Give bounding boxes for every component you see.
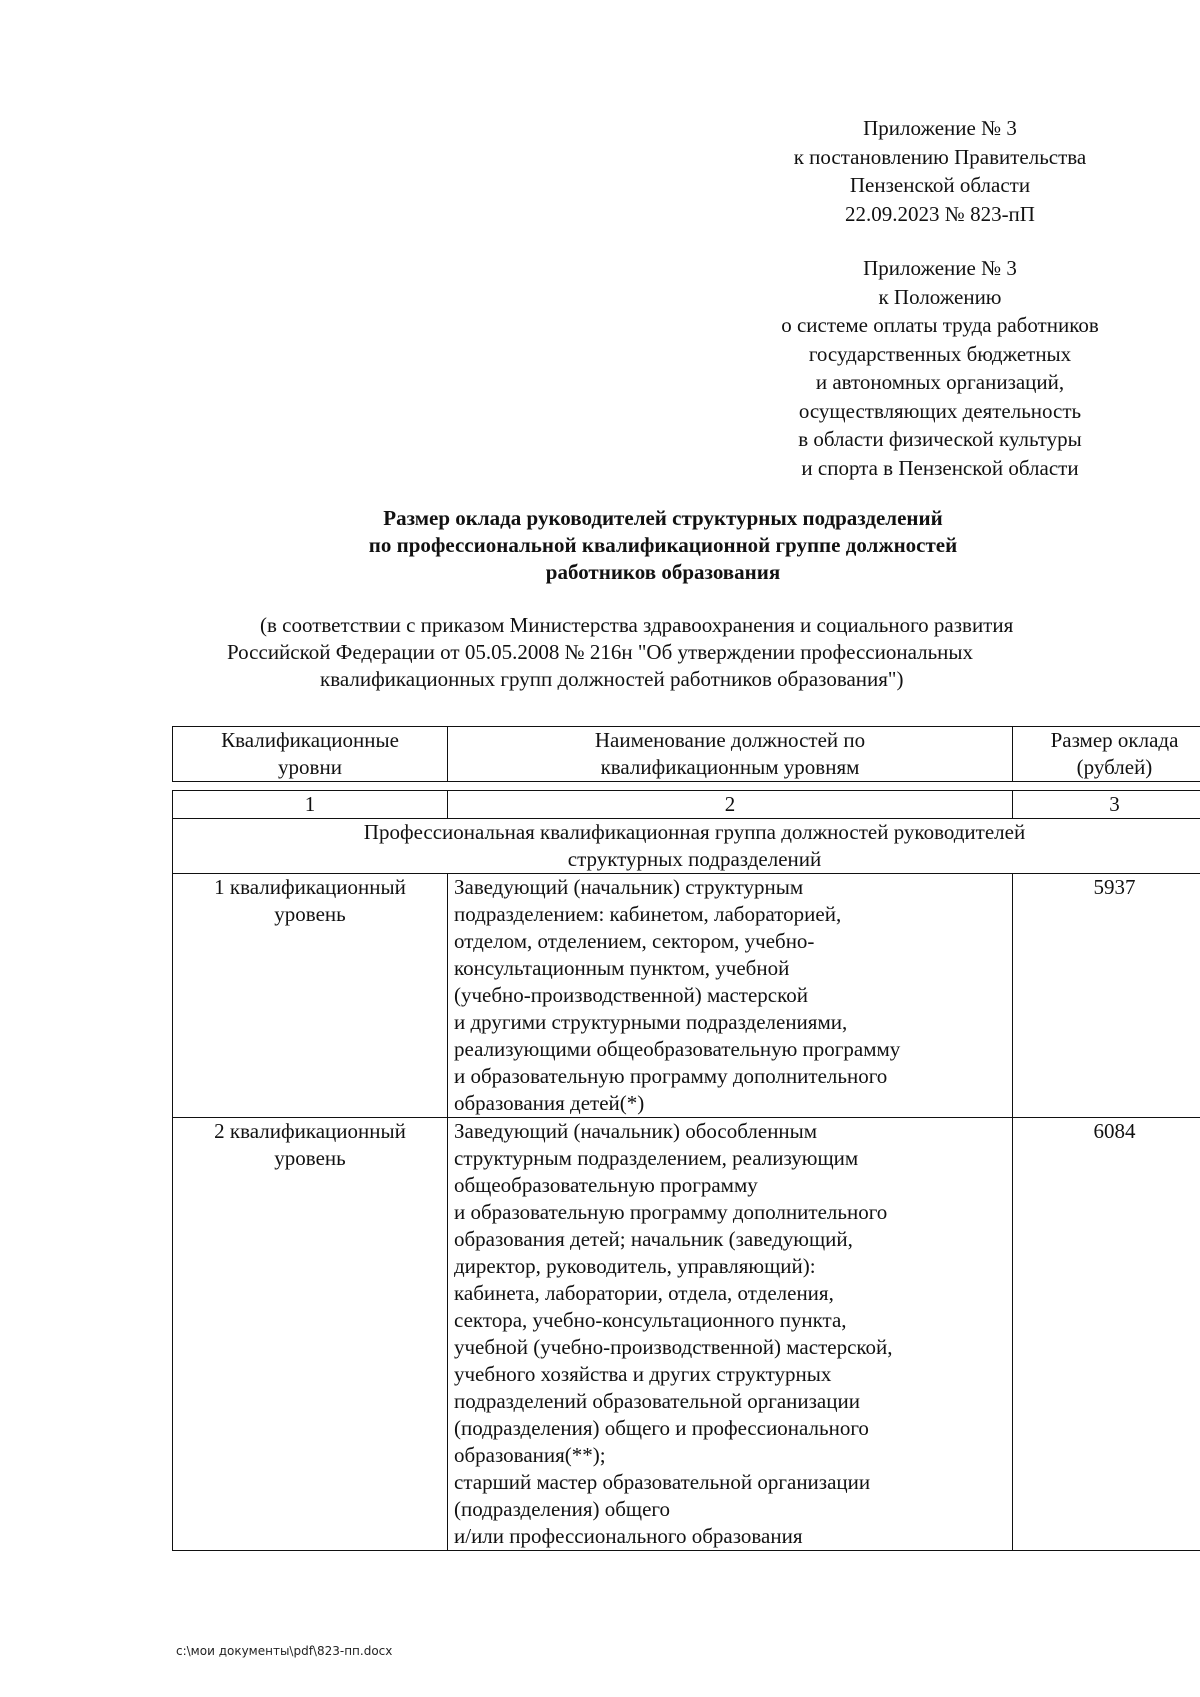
positions-line: консультационным пунктом, учебной: [454, 956, 790, 980]
positions-line: кабинета, лаборатории, отдела, отделения,: [454, 1281, 834, 1305]
positions-line: учебной (учебно-производственной) мастерской,: [454, 1335, 893, 1359]
header-text: Размер оклада: [1050, 728, 1179, 752]
positions-line: образования детей; начальник (заведующий,: [454, 1227, 853, 1251]
salary-cell: 5937: [1013, 874, 1200, 1118]
positions-line: директор, руководитель, управляющий):: [454, 1254, 816, 1278]
document-title: [0, 505, 1200, 586]
appendix-header-block: [760, 114, 1120, 228]
header-text: (рублей): [1076, 755, 1153, 779]
title-line: работников образования: [545, 560, 781, 584]
positions-cell: [448, 1118, 1013, 1551]
header-text: Наименование должностей по: [594, 728, 866, 752]
positions-line: образования(**);: [454, 1443, 606, 1467]
positions-line: учебного хозяйства и других структурных: [454, 1362, 832, 1386]
table-row: [173, 1118, 1200, 1551]
positions-line: (подразделения) общего и профессионального: [454, 1416, 869, 1440]
appendix-header-line: Приложение № 3: [863, 116, 1017, 140]
positions-line: и образовательную программу дополнительного: [454, 1064, 888, 1088]
table-header-row: [173, 727, 1200, 782]
group-title-line: Профессиональная квалификационная группа должностей руководителей: [363, 820, 1026, 844]
header-cell-positions: [448, 727, 1013, 782]
appendix-header-line: к постановлению Правительства: [793, 144, 1087, 169]
positions-line: сектора, учебно-консультационного пункта,: [454, 1308, 847, 1332]
appendix-position-line: Приложение № 3: [863, 256, 1017, 280]
appendix-header-line: Пензенской области: [849, 173, 1031, 197]
appendix-position-line: и спорта в Пензенской области: [801, 455, 1079, 480]
group-title-cell: [173, 819, 1200, 874]
title-line: Размер оклада руководителей структурных подразделений: [383, 506, 943, 530]
column-number-row: [173, 791, 1200, 819]
level-text: уровень: [274, 1146, 346, 1170]
appendix-position-line: к Положению: [878, 284, 1002, 309]
appendix-position-line: о системе оплаты труда работников: [781, 313, 1099, 337]
positions-line: Заведующий (начальник) обособленным: [454, 1119, 818, 1143]
positions-cell: [448, 874, 1013, 1118]
appendix-position-line: и автономных организаций,: [815, 370, 1065, 394]
column-number: 2: [448, 791, 1013, 819]
group-title-line: структурных подразделений: [567, 847, 822, 871]
column-number: 3: [1013, 791, 1200, 819]
positions-line: общеобразовательную программу: [454, 1173, 758, 1197]
header-text: квалификационным уровням: [600, 755, 860, 779]
header-text: Квалификационные: [221, 728, 399, 752]
positions-line: подразделений образовательной организации: [454, 1389, 860, 1413]
subtitle-line: (в соответствии с приказом Министерства здравоохранения и социального развития: [260, 613, 1014, 637]
positions-line: реализующими общеобразовательную программу: [454, 1037, 901, 1061]
level-text: 1 квалификационный: [214, 875, 406, 899]
level-text: 2 квалификационный: [214, 1119, 406, 1143]
positions-line: (учебно-производственной) мастерской: [454, 983, 808, 1007]
positions-line: и/или профессионального образования: [454, 1524, 803, 1548]
header-cell-levels: [173, 727, 448, 782]
appendix-position-block: [760, 254, 1120, 482]
positions-line: образования детей(*): [454, 1091, 645, 1115]
group-title-row: [173, 819, 1200, 874]
subtitle-line: квалификационных групп должностей работников образования"): [320, 667, 904, 691]
appendix-position-line: осуществляющих деятельность: [798, 398, 1082, 423]
salary-cell: 6084: [1013, 1118, 1200, 1551]
level-text: уровень: [274, 902, 346, 926]
appendix-position-line: в области физической культуры: [798, 427, 1082, 451]
table-row: [173, 874, 1200, 1118]
salary-table: [172, 790, 1200, 1551]
column-number: 1: [173, 791, 448, 819]
header-text: уровни: [278, 755, 342, 779]
positions-line: отделом, отделением, сектором, учебно-: [454, 929, 815, 953]
positions-line: структурным подразделением, реализующим: [454, 1146, 859, 1170]
level-cell: [173, 1118, 448, 1551]
positions-line: и другими структурными подразделениями,: [454, 1010, 848, 1034]
positions-line: (подразделения) общего: [454, 1497, 670, 1521]
subtitle-line: Российской Федерации от 05.05.2008 № 216н "Об утверждении профессиональных: [227, 640, 974, 664]
appendix-position-line: государственных бюджетных: [808, 341, 1072, 366]
positions-line: подразделением: кабинетом, лабораторией,: [454, 902, 842, 926]
title-line: по профессиональной квалификационной группе должностей: [368, 533, 958, 557]
appendix-header-line: 22.09.2023 № 823-пП: [845, 201, 1035, 226]
document-subtitle: [200, 612, 1200, 693]
positions-line: и образовательную программу дополнительного: [454, 1200, 888, 1224]
file-path-footer: c:\мои документы\pdf\823-пп.docx: [176, 1644, 393, 1658]
positions-line: Заведующий (начальник) структурным: [454, 875, 804, 899]
level-cell: [173, 874, 448, 1118]
header-cell-salary: [1013, 727, 1200, 782]
salary-table-header: [172, 726, 1200, 782]
positions-line: старший мастер образовательной организации: [454, 1470, 871, 1494]
